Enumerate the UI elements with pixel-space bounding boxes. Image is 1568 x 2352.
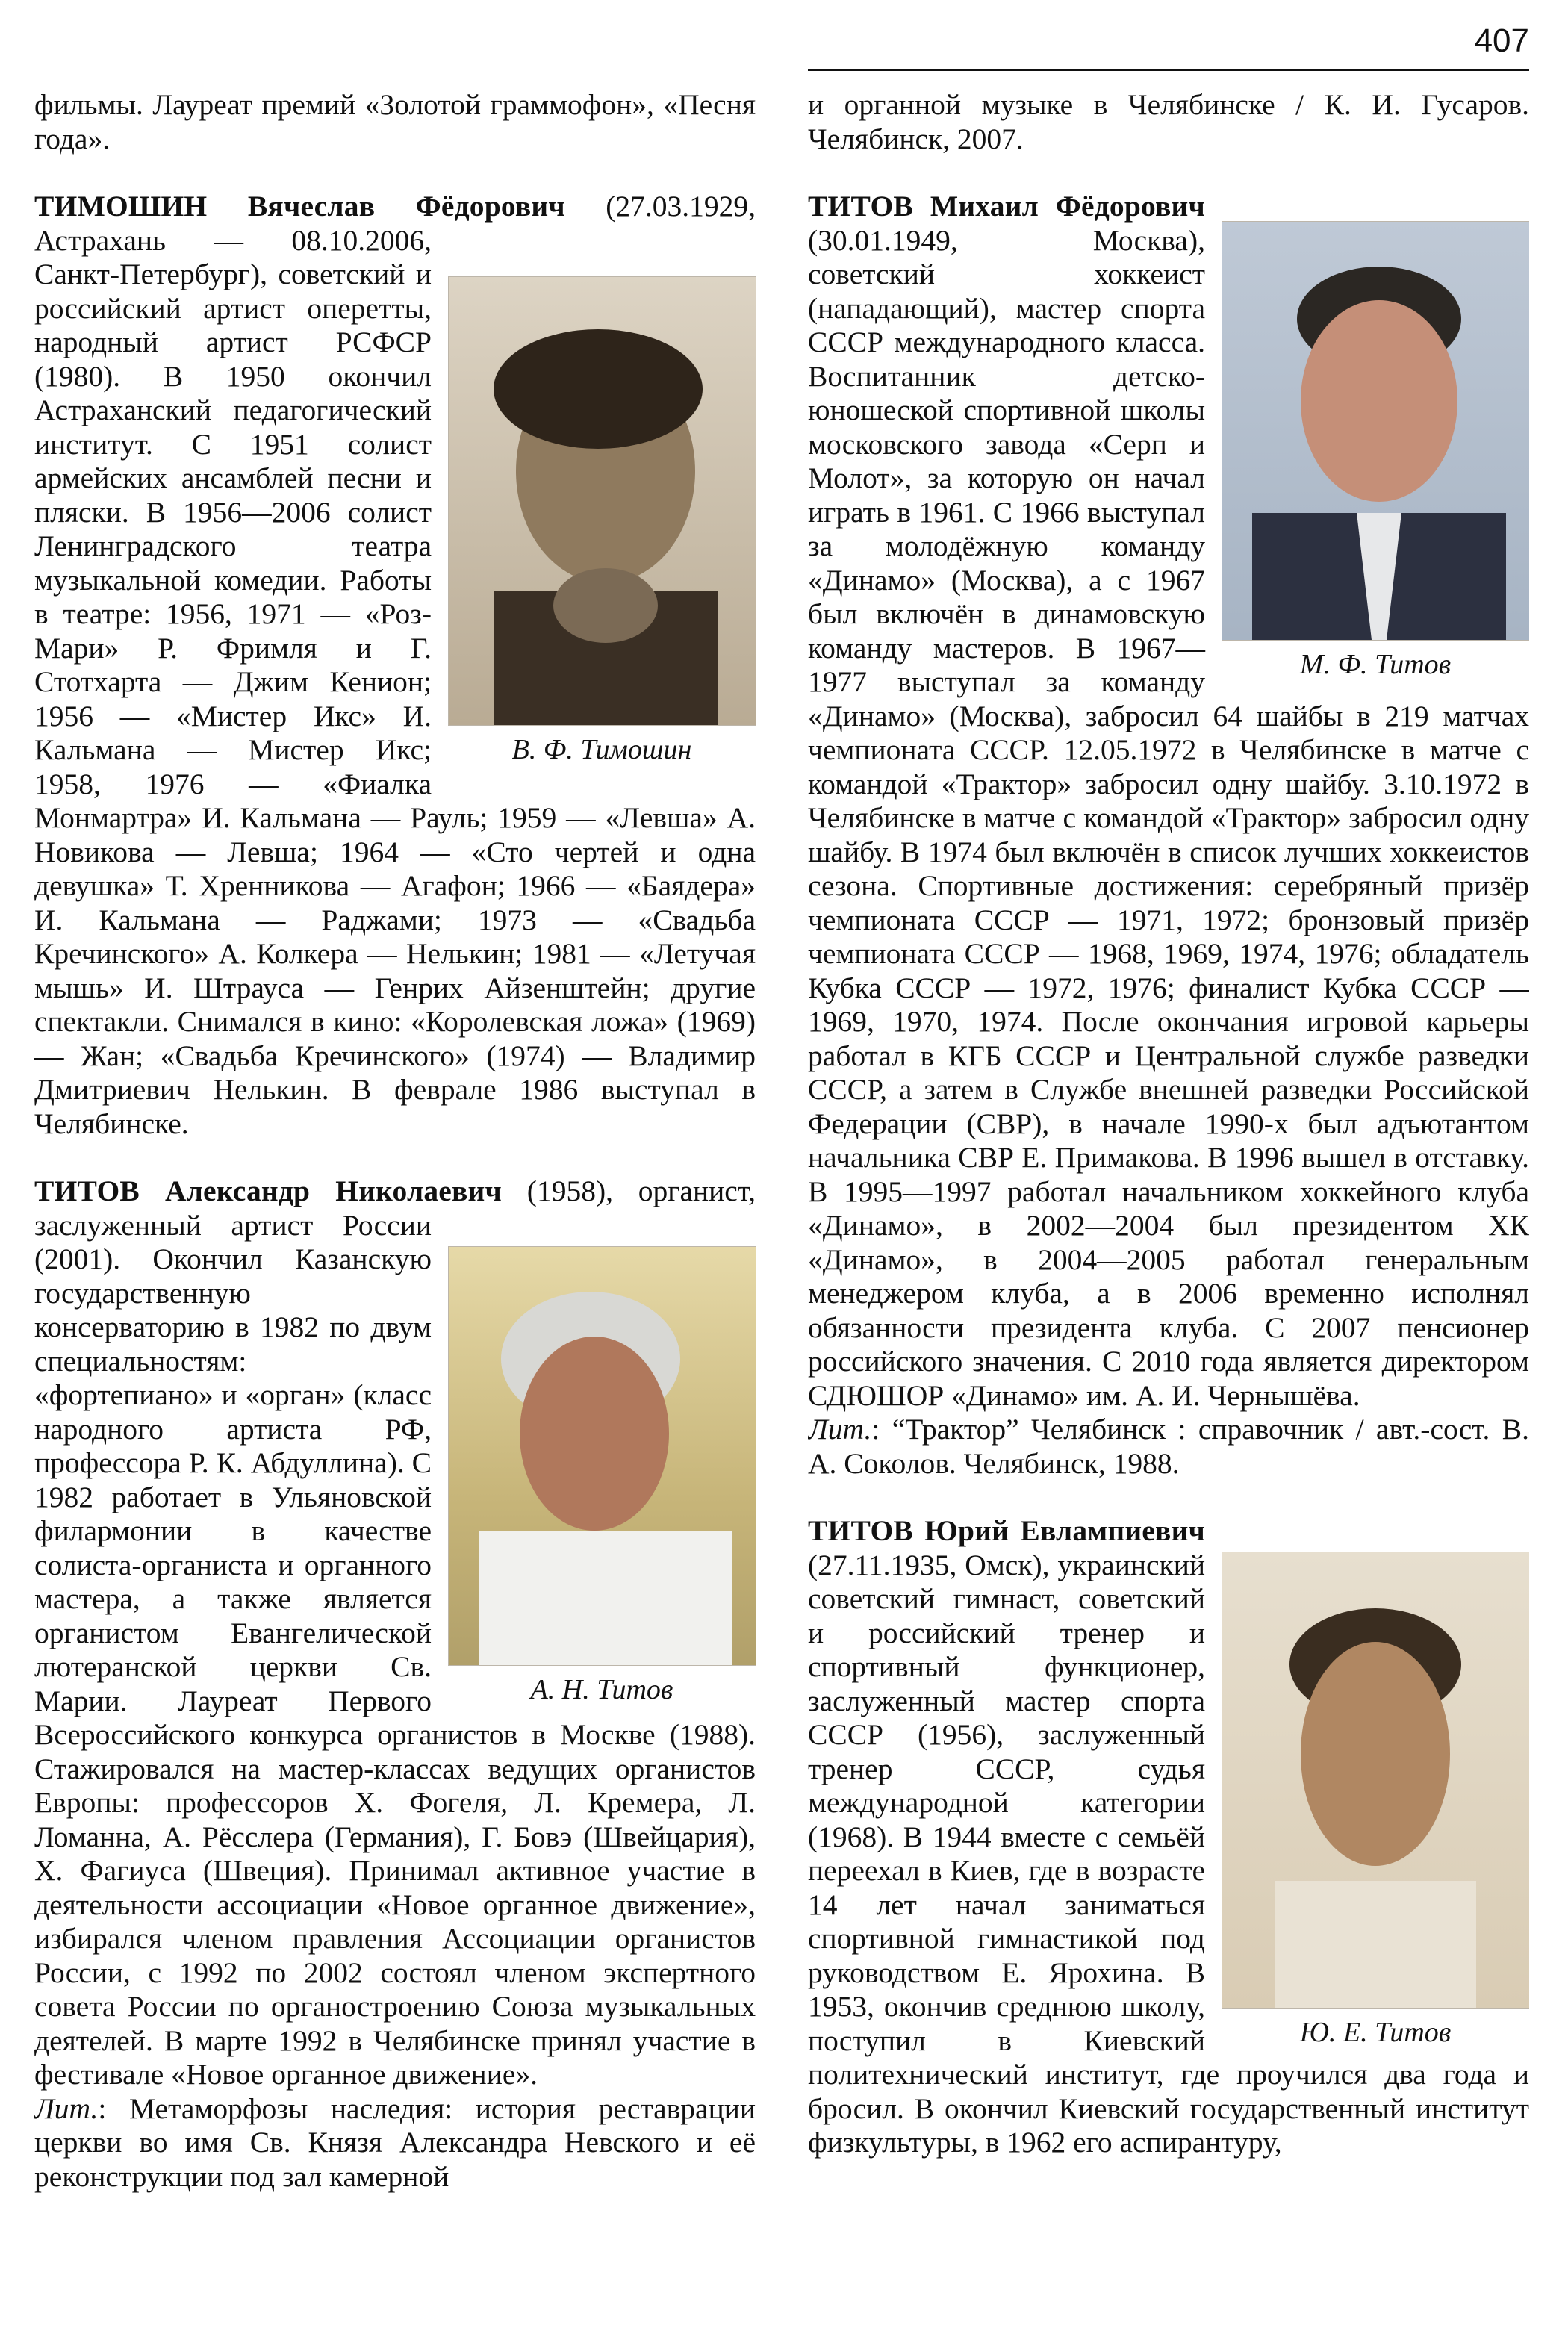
figure-titov-mf xyxy=(1222,221,1529,681)
entry-name: ТИМОШИН Вячеслав Фёдорович xyxy=(34,190,565,223)
entry-text: (1958), органист, заслуженный артист России (2001). Окончил Казанскую государственную консерваторию в 1982 по двум специальностям: «фортепиано» и «орган» (класс народного артиста РФ, профессора Р. К. Абдуллина). С 1982 работает в Ульяновской филармонии в качестве солиста-органиста и органного мастера, а также является органистом Евангелической лютеранской церкви Св. Марии. Лауреат Первого Всероссийского конкурса органистов в Москве (1988). Стажировался на мастер-классах ведущих органистов Европы: профессоров Х. Фогеля, Л. Кремера, Л. Ломанна, А. Рёсслера (Германия), Г. Бовэ (Швейцария), Х. Фагиуса (Швеция). Принимал активное участие в деятельности ассоциации «Новое органное движение», избирался членом правления Ассоциации органистов России, с 1992 по 2002 состоял членом экспертного совета России по органостроению Союза музыкальных деятелей. В марте 1992 в Челябинске принял участие в фестивале «Новое органное движение». xyxy=(34,1175,756,2091)
literature xyxy=(808,1413,1529,1481)
entry-text: (27.11.1935, Омск), украинский советский гимнаст, советский и российский тренер и спортивный функционер, заслуженный мастер спорта СССР (1956), заслуженный тренер СССР, судья международной категории (1968). В 1944 вместе с семьёй переехал в Киев, где в возрасте 14 лет начал заниматься спортивной гимнастикой под руководством Е. Ярохина. В 1953, окончив среднюю школу, поступил в Киевский политехнический институт, где проучился два года и бросил. В окончил Киевский государственный институт физкультуры, в 1962 его аспирантуру, xyxy=(808,1548,1529,2159)
figure-titov-an xyxy=(448,1246,756,1706)
literature-text: : Метаморфозы наследия: история реставрации церкви во имя Св. Князя Александра Невского и её реконструкции под зал камерной xyxy=(34,2091,756,2193)
left-column xyxy=(34,88,756,2336)
literature-label: Лит. xyxy=(808,1413,872,1446)
figure-timoshin xyxy=(448,276,756,766)
portrait-photo xyxy=(1222,221,1529,641)
photo-caption: Ю. Е. Титов xyxy=(1299,2017,1452,2048)
literature-label: Лит. xyxy=(34,2091,99,2125)
header-rule xyxy=(808,69,1529,71)
entry-name: ТИТОВ Юрий Евлампиевич xyxy=(808,1514,1205,1547)
entry-text: (27.03.1929, Астрахань — 08.10.2006, Санкт-Петербург), советский и российский артист оперетты, народный артист РСФСР (1980). В 1950 окончил Астраханский педагогический институт. С 1951 солист армейских ансамблей песни и пляски. В 1956—2006 солист Ленинградского театра музыкальной комедии. Работы в театре: 1956, 1971 — «Роз-Мари» Р. Фримля и Г. Стотхарта — Джим Кенион; 1956 — «Мистер Икс» И. Кальмана — Мистер Икс; 1958, 1976 — «Фиалка Монмартра» И. Кальмана — Рауль; 1959 — «Левша» А. Новикова — Левша; 1964 — «Сто чертей и одна девушка» Т. Хренникова — Агафон; 1966 — «Баядера» И. Кальмана — Раджами; 1973 — «Свадьба Кречинского» А. Колкера — Нелькин; 1981 — «Летучая мышь» И. Штрауса — Генрих Айзенштейн; другие спектакли. Снимался в кино: «Королевская ложа» (1969) — Жан; «Свадьба Кречинского» (1974) — Владимир Дмитриевич Нелькин. В феврале 1986 выступал в Челябинске. xyxy=(34,190,756,1140)
entry-timoshin xyxy=(34,190,756,1141)
continued-text: фильмы. Лауреат премий «Золотой граммофон», «Песня года». xyxy=(34,88,756,155)
literature xyxy=(34,2092,756,2194)
photo-caption: В. Ф. Тимошин xyxy=(511,733,692,765)
photo-caption: А. Н. Титов xyxy=(530,1673,673,1705)
page-number: 407 xyxy=(1474,22,1529,59)
entry-name: ТИТОВ Александр Николаевич xyxy=(34,1175,502,1207)
entry-name: ТИТОВ Михаил Фёдорович xyxy=(808,190,1205,223)
portrait-photo xyxy=(448,276,756,726)
portrait-photo xyxy=(448,1246,756,1666)
photo-caption: М. Ф. Титов xyxy=(1299,649,1452,680)
portrait-photo xyxy=(1222,1552,1529,2009)
figure-titov-ye xyxy=(1222,1552,1529,2049)
continued-text: и органной музыке в Челябинске / К. И. Гусаров. Челябинск, 2007. xyxy=(808,88,1529,155)
right-column xyxy=(808,88,1529,2336)
entry-titov-mf xyxy=(808,190,1529,1413)
literature-text: : “Трактор” Челябинск : справочник / авт.-сост. В. А. Соколов. Челябинск, 1988. xyxy=(808,1413,1529,1480)
entry-text: (30.01.1949, Москва), советский хоккеист (нападающий), мастер спорта СССР международного класса. Воспитанник детско-юношеской спортивной школы московского завода «Серп и Молот», за которую он начал играть в 1961. С 1966 выступал за молодёжную команду «Динамо» (Москва), а с 1967 был включён в динамовскую команду мастеров. В 1967—1977 выступал за команду «Динамо» (Москва), забросил 64 шайбы в 219 матчах чемпионата СССР. 12.05.1972 в Челябинске в матче с командой «Трактор» забросил одну шайбу. 3.10.1972 в Челябинске в матче с командой «Трактор» забросил одну шайбу. В 1974 был включён в список лучших хоккеистов сезона. Спортивные достижения: серебряный призёр чемпионата СССР — 1971, 1972; бронзовый призёр чемпионата СССР — 1968, 1969, 1974, 1976; обладатель Кубка СССР — 1972, 1976; финалист Кубка СССР — 1969, 1970, 1974. После окончания игровой карьеры работал в КГБ СССР и Центральной службе разведки СССР, а затем в Службе внешней разведки Российской Федерации (СВР), в начале 1990-х был адъютантом начальника СВР Е. Примакова. В 1996 вышел в отставку. В 1995—1997 работал начальником хоккейного клуба «Динамо», в 2002—2004 был президентом ХК «Динамо», в 2004—2005 работал генеральным менеджером клуба, а в 2006 временно исполнял обязанности президента клуба. С 2007 пенсионер российского значения. С 2010 года является директором СДЮШОР «Динамо» им. А. И. Чернышёва. xyxy=(808,223,1529,1412)
entry-titov-an xyxy=(34,1175,756,2092)
entry-titov-ye xyxy=(808,1514,1529,2160)
